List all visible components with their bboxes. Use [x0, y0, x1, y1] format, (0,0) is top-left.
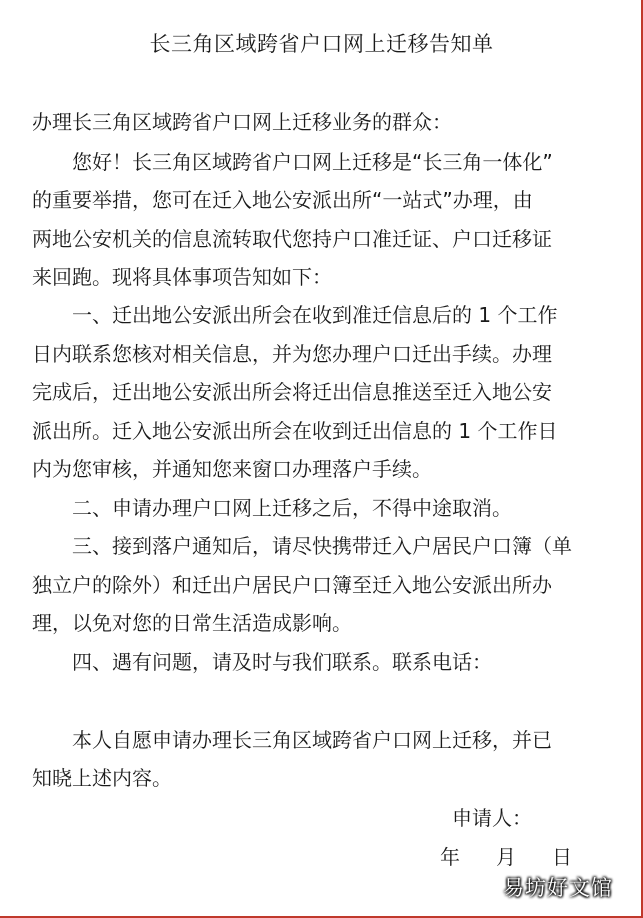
item-3-line: 独立户的除外）和迁出户居民户口簿至迁入地公安派出所办	[32, 573, 552, 597]
document-title: 长三角区域跨省户口网上迁移告知单	[149, 32, 494, 56]
item-1-line: 一、迁出地公安派出所会在收到准迁信息后的 1 个工作	[72, 303, 558, 327]
item-1-line: 日内联系您核对相关信息，并为您办理户口迁出手续。办理	[32, 342, 552, 366]
date-year-label: 年	[440, 845, 460, 869]
intro-line: 来回跑。现将具体事项告知如下：	[32, 265, 332, 289]
applicant-label: 申请人：	[452, 806, 532, 830]
item-2: 二、申请办理户口网上迁移之后，不得中途取消。	[72, 496, 512, 520]
item-4: 四、遇有问题，请及时与我们联系。联系电话：	[72, 650, 492, 674]
intro-line: 两地公安机关的信息流转取代您持户口准迁证、户口迁移证	[32, 227, 552, 251]
item-1-line: 内为您审核，并通知您来窗口办理落户手续。	[32, 457, 432, 481]
item-1-line: 派出所。迁入地公安派出所会在收到迁出信息的 1 个工作日	[32, 419, 558, 443]
declaration-line: 本人自愿申请办理长三角区域跨省户口网上迁移，并已	[72, 728, 552, 752]
intro-line: 的重要举措，您可在迁入地公安派出所“一站式”办理，由	[32, 188, 533, 212]
salutation: 办理长三角区域跨省户口网上迁移业务的群众：	[32, 110, 452, 134]
intro-line: 您好！长三角区域跨省户口网上迁移是“长三角一体化”	[72, 150, 553, 174]
declaration-line: 知晓上述内容。	[32, 766, 172, 790]
date-month-label: 月	[496, 845, 516, 869]
item-3-line: 理，以免对您的日常生活造成影响。	[32, 611, 352, 635]
date-day-label: 日	[552, 845, 572, 869]
item-3-line: 三、接到落户通知后，请尽快携带迁入户居民户口簿（单	[72, 534, 572, 558]
watermark-text: 易坊好文馆	[503, 876, 613, 900]
item-1-line: 完成后，迁出地公安派出所会将迁出信息推送至迁入地公安	[32, 380, 552, 404]
